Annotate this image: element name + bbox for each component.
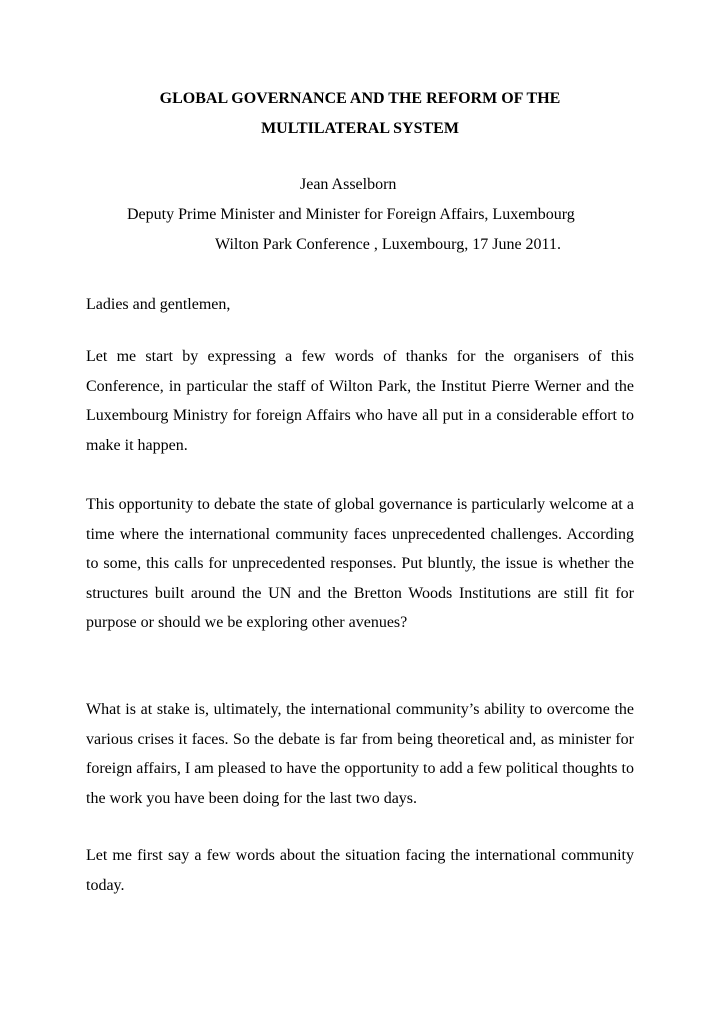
document-title-line-2: MULTILATERAL SYSTEM	[261, 120, 459, 137]
paragraph-opportunity: This opportunity to debate the state of global governance is particularly welcome at a time where the international community faces unprecedented challenges. According to some, this calls for unprecedented responses. Put bluntly, the issue is whether the structures built around the UN and the Bretton Woods Institutions are still fit for purpose or should we be exploring other avenues?	[86, 496, 634, 632]
salutation: Ladies and gentlemen,	[86, 296, 231, 313]
author-position: Deputy Prime Minister and Minister for Foreign Affairs, Luxembourg	[127, 206, 575, 223]
paragraph-situation: Let me first say a few words about the situation facing the international community today.	[86, 847, 634, 894]
paragraph-thanks: Let me start by expressing a few words of thanks for the organisers of this Conference, in particular the staff of Wilton Park, the Institut Pierre Werner and the Luxembourg Ministry for foreign Affairs who have all put in a considerable effort to make it happen.	[86, 348, 634, 454]
paragraph-stakes: What is at stake is, ultimately, the international community’s ability to overcome the various crises it faces. So the debate is far from being theoretical and, as minister for foreign affairs, I am pleased to have the opportunity to add a few political thoughts to the work you have been doing for the last two days.	[86, 701, 634, 807]
event-details: Wilton Park Conference , Luxembourg, 17 June 2011.	[215, 236, 561, 253]
author-name: Jean Asselborn	[300, 176, 397, 193]
document-title-line-1: GLOBAL GOVERNANCE AND THE REFORM OF THE	[159, 90, 561, 107]
